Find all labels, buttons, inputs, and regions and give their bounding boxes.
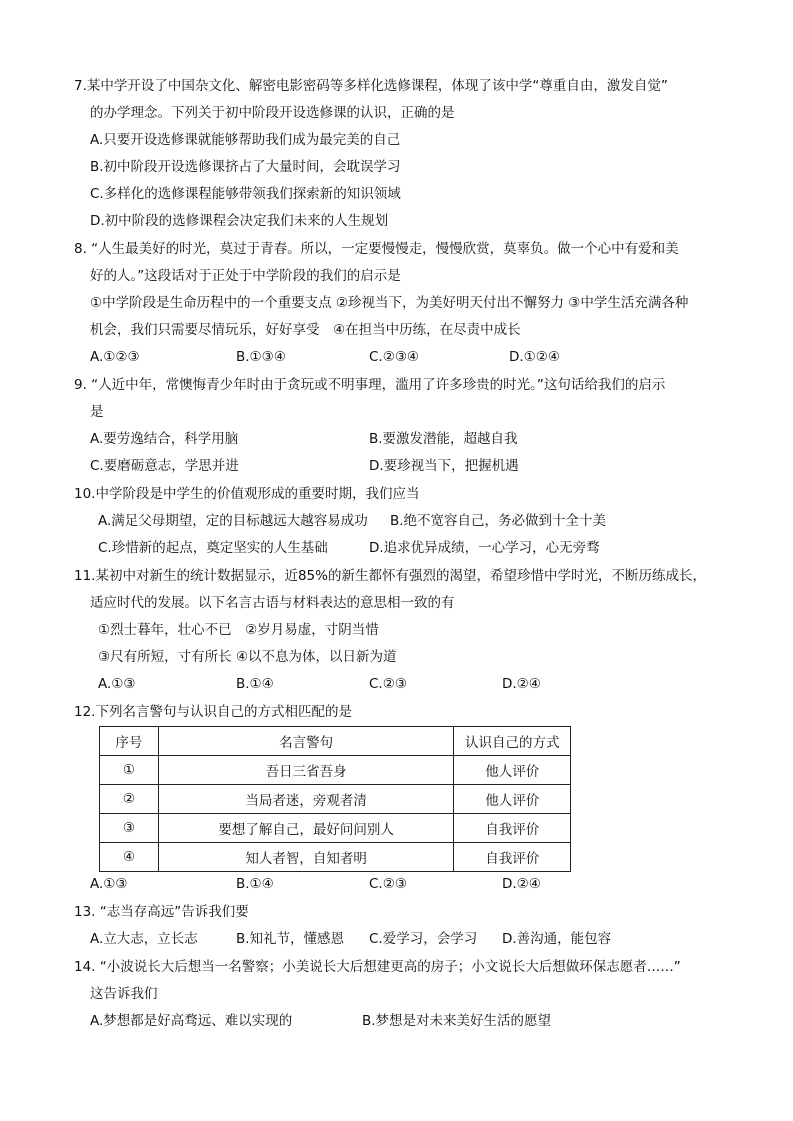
q8-option-a: A.①②③ <box>90 349 140 365</box>
q11-stem-line2: 适应时代的发展。以下名言古语与材料表达的意思相一致的有 <box>90 595 455 611</box>
q9-stem-line1: 9. “人近中年，常懊悔青少年时由于贪玩或不明事理，滥用了许多珍贵的时光。”这句话给我们的启示 <box>74 377 666 393</box>
q7-option-d: D.初中阶段的选修课程会决定我们未来的人生规划 <box>90 213 389 229</box>
table-cell: 当局者迷，旁观者清 <box>158 785 454 814</box>
q10-option-b: B.绝不宽容自己，务必做到十全十美 <box>390 513 607 529</box>
q9-option-c: C.要磨砺意志，学思并进 <box>90 458 239 474</box>
q11-stem-line1: 11.某初中对新生的统计数据显示，近85%的新生都怀有强烈的渴望，希望珍惜中学时光，不断历练成长， <box>74 568 706 584</box>
q13-option-c: C.爱学习，会学习 <box>369 931 478 947</box>
q8-items-line1: ①中学阶段是生命历程中的一个重要支点 ②珍视当下，为美好明天付出不懈努力 ③中学生活充满各种 <box>90 295 689 311</box>
q9-option-b: B.要激发潜能，超越自我 <box>369 431 518 447</box>
q7-stem-line1: 7.某中学开设了中国杂文化、解密电影密码等多样化选修课程，体现了该中学“尊重自由，激发自觉” <box>74 78 668 94</box>
table-row <box>100 843 571 872</box>
table-cell: 要想了解自己，最好问问别人 <box>158 814 454 843</box>
q10-stem: 10.中学阶段是中学生的价值观形成的重要时期，我们应当 <box>74 486 420 502</box>
q13-option-b: B.知礼节，懂感恩 <box>236 931 345 947</box>
q12-table <box>99 726 571 872</box>
q12-option-a: A.①③ <box>90 876 128 892</box>
table-cell: 吾日三省吾身 <box>158 756 454 785</box>
q8-option-b: B.①③④ <box>236 349 286 365</box>
table-cell: ① <box>100 756 159 785</box>
q11-option-b: B.①④ <box>236 676 274 692</box>
q8-option-d: D.①②④ <box>509 349 560 365</box>
table-cell: 他人评价 <box>454 756 571 785</box>
q13-option-a: A.立大志，立长志 <box>90 931 198 947</box>
q9-option-d: D.要珍视当下，把握机遇 <box>369 458 519 474</box>
table-row <box>100 785 571 814</box>
q11-option-d: D.②④ <box>502 676 541 692</box>
table-row <box>100 814 571 843</box>
q11-option-c: C.②③ <box>369 676 407 692</box>
table-header-row <box>100 727 571 756</box>
q10-option-c: C.珍惜新的起点，奠定坚实的人生基础 <box>98 540 328 556</box>
q8-option-c: C.②③④ <box>369 349 420 365</box>
q10-option-d: D.追求优异成绩，一心学习，心无旁骛 <box>369 540 600 556</box>
table-cell: 知人者智，自知者明 <box>158 843 454 872</box>
q13-option-d: D.善沟通，能包容 <box>502 931 612 947</box>
q12-option-c: C.②③ <box>369 876 407 892</box>
table-row <box>100 756 571 785</box>
q14-option-a: A.梦想都是好高骛远、难以实现的 <box>90 1013 293 1029</box>
q12-stem: 12.下列名言警句与认识自己的方式相匹配的是 <box>74 704 352 720</box>
table-cell: 他人评价 <box>454 785 571 814</box>
q7-option-b: B.初中阶段开设选修课挤占了大量时间，会耽误学习 <box>90 159 401 175</box>
table-cell: 自我评价 <box>454 814 571 843</box>
table-header-cell: 序号 <box>100 727 159 756</box>
table-cell: ④ <box>100 843 159 872</box>
q11-option-a: A.①③ <box>98 676 136 692</box>
table-cell: ② <box>100 785 159 814</box>
q11-items-line1: ①烈士暮年，壮心不已 ②岁月易虚，寸阴当惜 <box>98 622 379 638</box>
q12-option-b: B.①④ <box>236 876 274 892</box>
table-header-cell: 名言警句 <box>158 727 454 756</box>
q10-option-a: A.满足父母期望，定的目标越远大越容易成功 <box>98 513 368 529</box>
q8-stem-line1: 8. “人生最美好的时光，莫过于青春。所以，一定要慢慢走，慢慢欣赏，莫辜负。做一个心中有爱和美 <box>74 241 679 257</box>
q14-stem-line1: 14. “小波说长大后想当一名警察；小美说长大后想建更高的房子；小文说长大后想做环保志愿者……” <box>74 959 681 975</box>
q14-stem-line2: 这告诉我们 <box>90 986 158 1002</box>
q14-option-b: B.梦想是对未来美好生活的愿望 <box>362 1013 552 1029</box>
q9-stem-line2: 是 <box>90 404 104 420</box>
q13-stem: 13. “志当存高远”告诉我们要 <box>74 904 249 920</box>
q8-stem-line2: 好的人。”这段话对于正处于中学阶段的我们的启示是 <box>90 268 401 284</box>
table-cell: ③ <box>100 814 159 843</box>
q7-stem-line2: 的办学理念。下列关于初中阶段开设选修课的认识，正确的是 <box>90 105 455 121</box>
table-cell: 自我评价 <box>454 843 571 872</box>
q7-option-c: C.多样化的选修课程能够带领我们探索新的知识领域 <box>90 186 401 202</box>
table-header-cell: 认识自己的方式 <box>454 727 571 756</box>
q12-option-d: D.②④ <box>502 876 541 892</box>
q11-items-line2: ③尺有所短，寸有所长 ④以不息为体，以日新为道 <box>98 649 397 665</box>
q7-option-a: A.只要开设选修课就能够帮助我们成为最完美的自己 <box>90 132 401 148</box>
q9-option-a: A.要劳逸结合，科学用脑 <box>90 431 239 447</box>
q8-items-line2: 机会，我们只需要尽情玩乐，好好享受 ④在担当中历练，在尽责中成长 <box>90 322 521 338</box>
